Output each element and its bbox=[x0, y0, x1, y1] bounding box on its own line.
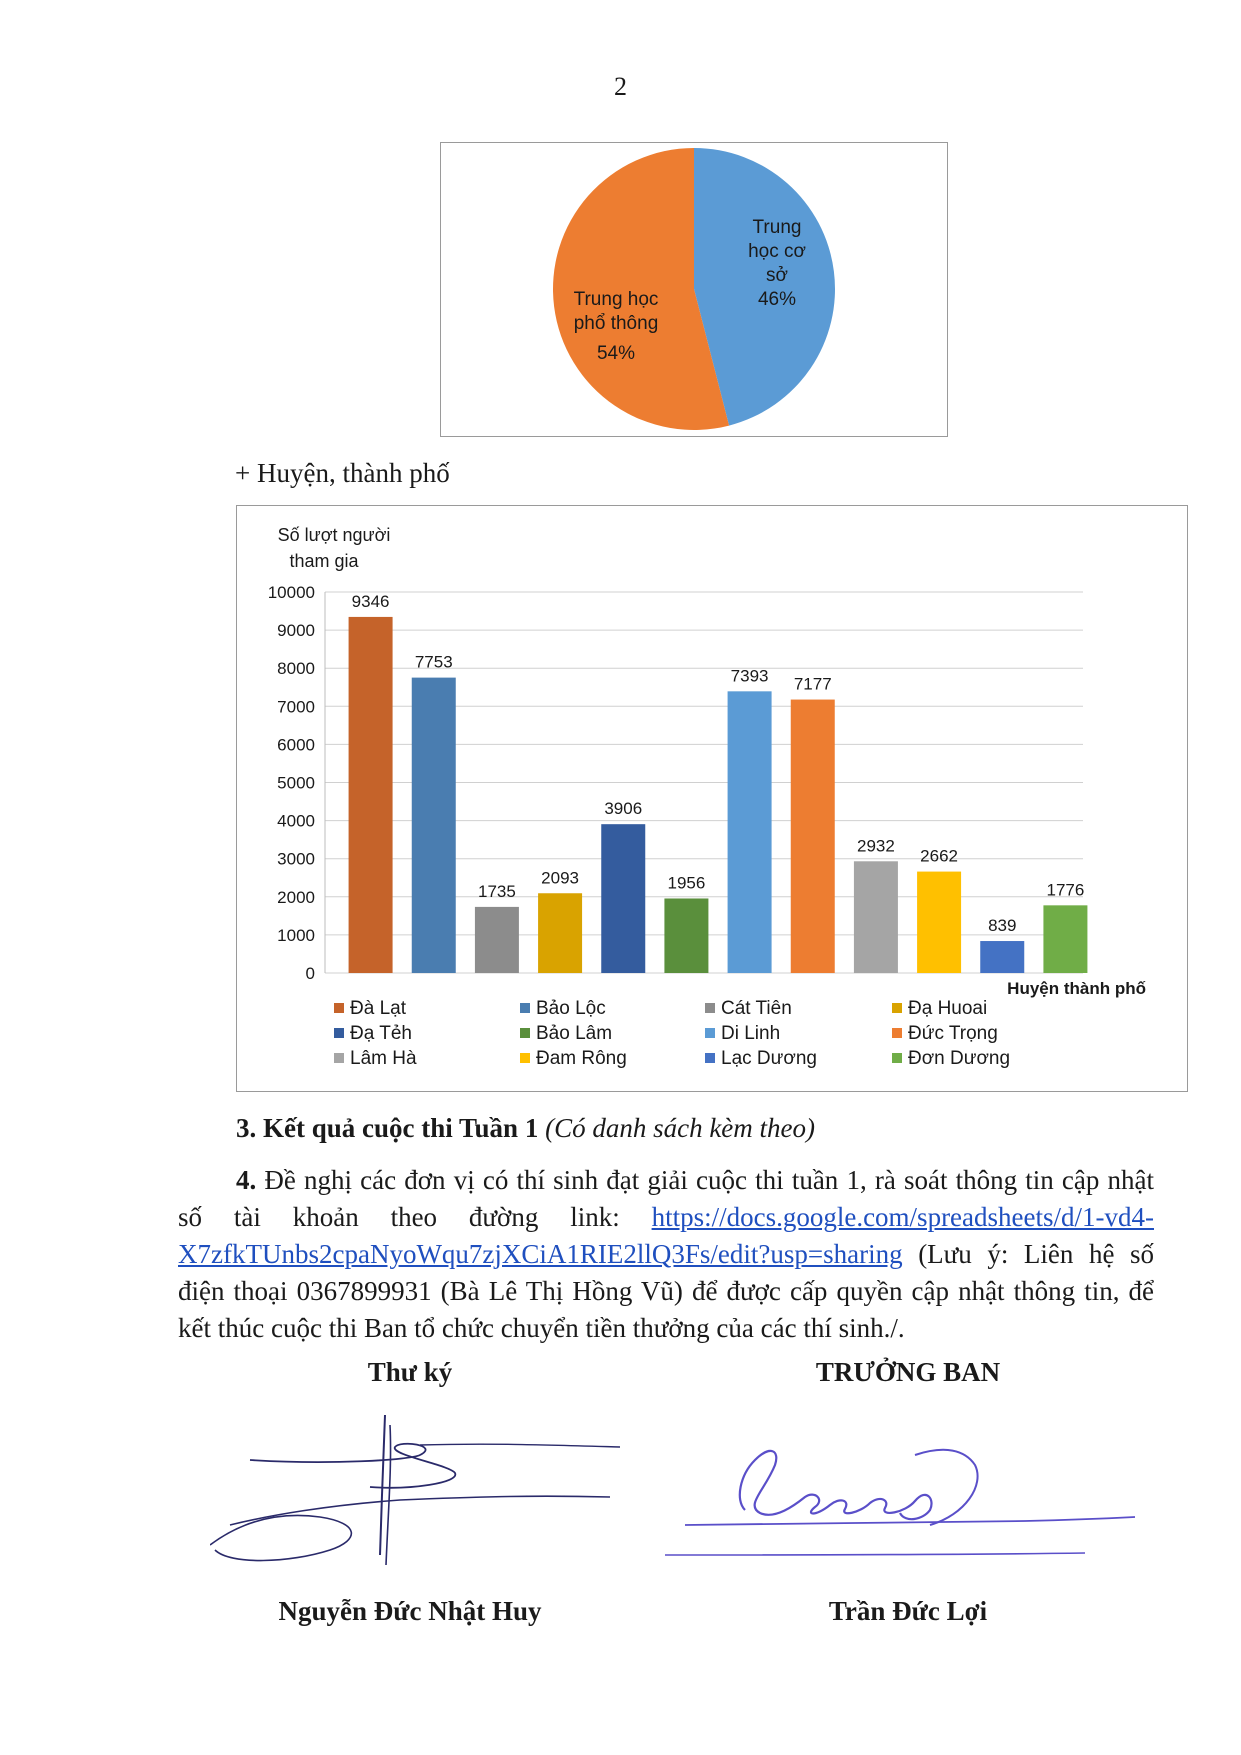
legend-swatch bbox=[892, 1028, 902, 1038]
legend-entry: Đức Trọng bbox=[908, 1023, 998, 1044]
y-tick-label: 4000 bbox=[277, 811, 315, 831]
head-title: TRƯỞNG BAN bbox=[815, 1357, 1001, 1387]
bar-value-label: 3906 bbox=[604, 799, 643, 819]
pie-slice-label: Trung học bbox=[573, 289, 659, 310]
secretary-title: Thư ký bbox=[367, 1357, 453, 1387]
legend-swatch bbox=[520, 1003, 530, 1013]
y-tick-label: 3000 bbox=[277, 849, 315, 869]
legend-entry: Bảo Lộc bbox=[536, 998, 606, 1019]
pie-slice-label: học cơ bbox=[748, 241, 806, 262]
legend-swatch bbox=[334, 1003, 344, 1013]
bar-value-label: 9346 bbox=[351, 591, 390, 611]
bar bbox=[980, 941, 1024, 973]
y-tick-label: 1000 bbox=[277, 925, 315, 945]
pie-slice-label: phổ thông bbox=[573, 313, 659, 334]
bar bbox=[601, 824, 645, 973]
bar bbox=[854, 861, 898, 973]
bar-value-label: 2093 bbox=[541, 868, 579, 888]
bar-value-label: 7177 bbox=[793, 674, 832, 694]
y-tick-label: 2000 bbox=[277, 887, 315, 907]
pie-slice-label: sở bbox=[766, 265, 788, 286]
item-4-note: (Lưu ý: Liên hệ số điện thoại 0367899931 (Bà Lê Thị Hồng Vũ) để được cấp quyền cập nhật thông tin, để kết thúc cuộc thi Ban tổ chức chuyển tiền thưởng của các thí sinh./. bbox=[178, 1239, 1155, 1343]
y-tick-label: 5000 bbox=[277, 773, 315, 793]
bar-value-label: 7753 bbox=[414, 652, 453, 672]
bar-value-label: 1735 bbox=[478, 881, 516, 901]
legend-entry: Cát Tiên bbox=[721, 998, 792, 1019]
x-axis-label: Huyện thành phố bbox=[1007, 979, 1146, 998]
spreadsheet-link[interactable]: https://docs.google.com/spreadsheets/d/1-vd4-X7zfkTUnbs2cpaNyoWqu7zjXCiA1RIE2llQ3Fs/edit?usp=sharing bbox=[178, 1202, 1154, 1269]
pie-chart bbox=[440, 142, 948, 437]
item-3-number: 3. bbox=[236, 1113, 257, 1143]
bar-value-label: 1776 bbox=[1046, 880, 1085, 900]
item-4-text: Đề nghị các đơn vị có thí sinh đạt giải cuộc thi tuần 1, rà soát thông tin cập nhật số tài khoản theo đường link: bbox=[178, 1165, 1154, 1232]
item-3-note: (Có danh sách kèm theo) bbox=[545, 1113, 816, 1143]
legend-swatch bbox=[892, 1053, 902, 1063]
y-tick-label: 10000 bbox=[267, 583, 315, 602]
bar-value-label: 2662 bbox=[920, 846, 958, 866]
y-tick-label: 6000 bbox=[277, 735, 315, 755]
bar bbox=[728, 691, 772, 973]
bar bbox=[917, 872, 961, 973]
legend-entry: Đạ Huoai bbox=[908, 998, 988, 1019]
secretary-signature bbox=[210, 1405, 630, 1585]
legend-entry: Đà Lạt bbox=[350, 998, 406, 1019]
bar-value-label: 2932 bbox=[857, 836, 895, 856]
bar-value-label: 1956 bbox=[667, 873, 706, 893]
legend-swatch bbox=[334, 1053, 344, 1063]
legend-entry: Lạc Dương bbox=[721, 1048, 817, 1069]
y-tick-label: 7000 bbox=[277, 697, 315, 717]
bar bbox=[412, 678, 456, 973]
y-tick-label: 8000 bbox=[277, 659, 315, 679]
bar-chart bbox=[236, 505, 1188, 1092]
legend-entry: Di Linh bbox=[721, 1023, 781, 1044]
legend-swatch bbox=[520, 1053, 530, 1063]
legend-swatch bbox=[705, 1003, 715, 1013]
legend-swatch bbox=[705, 1028, 715, 1038]
bar bbox=[1043, 905, 1087, 973]
legend-entry: Đạ Tẻh bbox=[350, 1023, 412, 1044]
bar bbox=[349, 617, 393, 973]
bar-value-label: 839 bbox=[988, 916, 1017, 936]
pie-slice-value: 54% bbox=[596, 343, 636, 364]
section-label: + Huyện, thành phố bbox=[235, 458, 450, 488]
legend-swatch bbox=[334, 1028, 344, 1038]
bar bbox=[791, 700, 835, 973]
secretary-name: Nguyễn Đức Nhật Huy bbox=[278, 1596, 542, 1626]
legend-entry: Lâm Hà bbox=[350, 1048, 417, 1069]
item-3 bbox=[236, 1110, 1156, 1147]
legend-entry: Đơn Dương bbox=[908, 1048, 1011, 1069]
bar bbox=[664, 898, 708, 973]
legend-swatch bbox=[705, 1053, 715, 1063]
item-4 bbox=[178, 1162, 1154, 1347]
bar bbox=[475, 907, 519, 973]
page-number: 2 bbox=[614, 72, 627, 101]
head-signature bbox=[665, 1405, 1145, 1585]
y-tick-label: 9000 bbox=[277, 621, 315, 641]
legend-swatch bbox=[520, 1028, 530, 1038]
item-3-title: Kết quả cuộc thi Tuần 1 bbox=[263, 1113, 539, 1143]
legend-swatch bbox=[892, 1003, 902, 1013]
legend-entry: Bảo Lâm bbox=[536, 1023, 613, 1044]
pie-slice-label: Trung bbox=[752, 217, 802, 238]
bar bbox=[538, 893, 582, 973]
pie-slice-value: 46% bbox=[757, 289, 797, 310]
item-4-number: 4. bbox=[236, 1165, 257, 1195]
y-axis-label: tham gia bbox=[289, 551, 359, 571]
legend-entry: Đam Rông bbox=[536, 1048, 627, 1069]
head-name: Trần Đức Lợi bbox=[828, 1596, 988, 1626]
bar-value-label: 7393 bbox=[730, 666, 769, 686]
y-axis-label: Số lượt người bbox=[277, 525, 391, 545]
y-tick-label: 0 bbox=[305, 964, 315, 983]
